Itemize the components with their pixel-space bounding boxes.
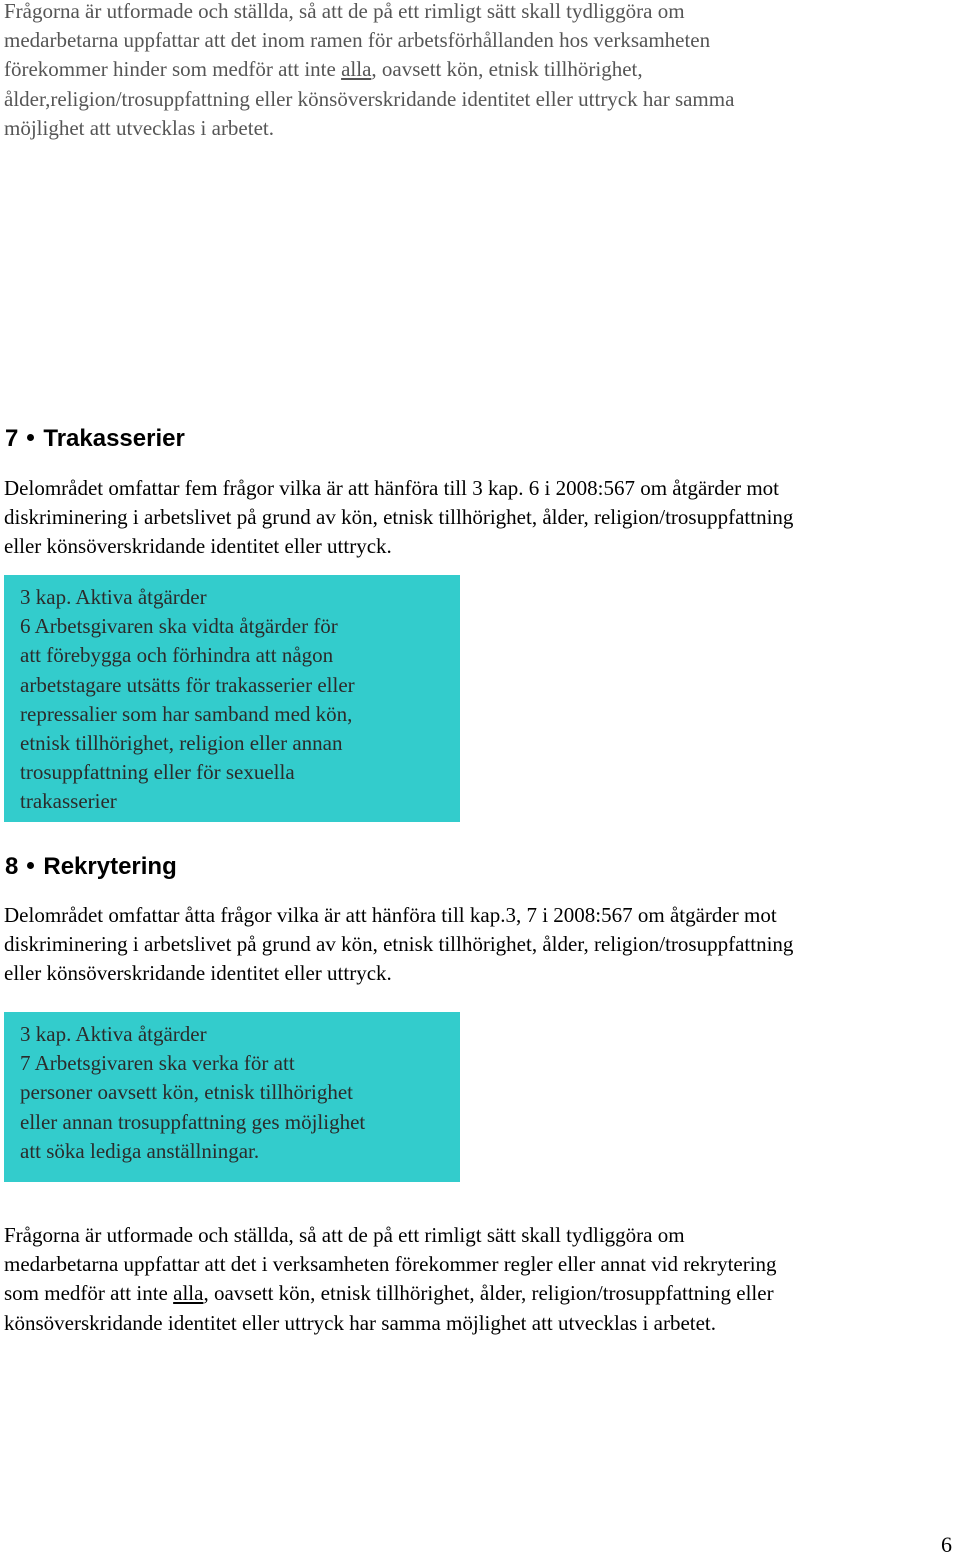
underlined-word: alla: [173, 1281, 204, 1306]
intro-line-end: , oavsett kön, etnisk tillhörighet,: [371, 57, 643, 82]
intro-line: möjlighet att utvecklas i arbetet.: [4, 115, 274, 140]
description-line: eller könsöverskridande identitet eller uttryck.: [4, 534, 392, 559]
intro-line-start: förekommer hinder som medför att inte: [4, 57, 342, 82]
section-description: [4, 901, 959, 989]
section-title: Rekrytering: [43, 853, 177, 880]
law-box-line: repressalier som har samband med kön,: [20, 701, 353, 726]
law-box-heading: 3 kap. Aktiva åtgärder: [20, 1022, 207, 1046]
law-box-heading: 3 kap. Aktiva åtgärder: [20, 585, 207, 609]
intro-line: Frågorna är utformade och ställda, så att de på ett rimligt sätt skall tydliggöra om: [4, 0, 685, 23]
intro-line: [4, 55, 904, 84]
law-box-line: arbetstagare utsätts för trakasserier eller: [20, 672, 355, 697]
law-box-line: personer oavsett kön, etnisk tillhörighet: [20, 1080, 354, 1105]
law-box-line: att förebygga och förhindra att någon: [20, 643, 334, 668]
intro-line: ålder,religion/trosuppfattning eller könsöverskridande identitet eller uttryck har samma: [4, 86, 735, 111]
law-box-line: trakasserier: [20, 789, 117, 814]
closing-line-end: , oavsett kön, etnisk tillhörighet, ålder, religion/trosuppfattning eller: [203, 1281, 774, 1306]
law-box-line: eller annan trosuppfattning ges möjlighet: [20, 1109, 366, 1134]
description-line: diskriminering i arbetslivet på grund av kön, etnisk tillhörighet, ålder, religion/trosuppfattning: [4, 932, 794, 957]
section-number: 8: [5, 853, 19, 880]
description-line: diskriminering i arbetslivet på grund av kön, etnisk tillhörighet, ålder, religion/trosuppfattning: [4, 505, 794, 530]
closing-line: [4, 1279, 959, 1308]
description-line: Delområdet omfattar fem frågor vilka är att hänföra till 3 kap. 6 i 2008:567 om åtgärder mot: [4, 476, 779, 500]
closing-paragraph: [4, 1221, 959, 1338]
law-quote-box: [4, 575, 460, 822]
closing-line: könsöverskridande identitet eller uttryck har samma möjlighet att utvecklas i arbetet.: [4, 1310, 717, 1335]
underlined-word: alla: [341, 57, 372, 82]
law-quote-box: [4, 1012, 460, 1182]
law-box-line: 7 Arbetsgivaren ska verka för att: [20, 1051, 295, 1076]
closing-line: Frågorna är utformade och ställda, så att de på ett rimligt sätt skall tydliggöra om: [4, 1223, 685, 1247]
intro-line: medarbetarna uppfattar att det inom ramen för arbetsförhållanden hos verksamheten: [4, 28, 711, 53]
closing-line-start: som medför att inte: [4, 1281, 174, 1306]
page-number: 6: [941, 1532, 952, 1557]
bullet-icon: [27, 862, 34, 869]
section-heading-rekrytering: [5, 852, 177, 882]
law-box-line: 6 Arbetsgivaren ska vidta åtgärder för: [20, 614, 338, 639]
section-title: Trakasserier: [43, 425, 185, 452]
intro-paragraph: [4, 0, 904, 143]
closing-line: medarbetarna uppfattar att det i verksamheten förekommer regler eller annat vid rekrytering: [4, 1252, 777, 1277]
description-line: Delområdet omfattar åtta frågor vilka är att hänföra till kap.3, 7 i 2008:567 om åtgärder mot: [4, 903, 777, 927]
law-box-line: trosuppfattning eller för sexuella: [20, 760, 295, 785]
law-box-line: etnisk tillhörighet, religion eller annan: [20, 731, 343, 756]
bullet-icon: [27, 434, 34, 441]
section-description: [4, 474, 959, 562]
section-number: 7: [5, 425, 19, 452]
law-box-line: att söka lediga anställningar.: [20, 1138, 260, 1163]
description-line: eller könsöverskridande identitet eller uttryck.: [4, 961, 392, 986]
section-heading-trakasserier: [5, 424, 185, 454]
